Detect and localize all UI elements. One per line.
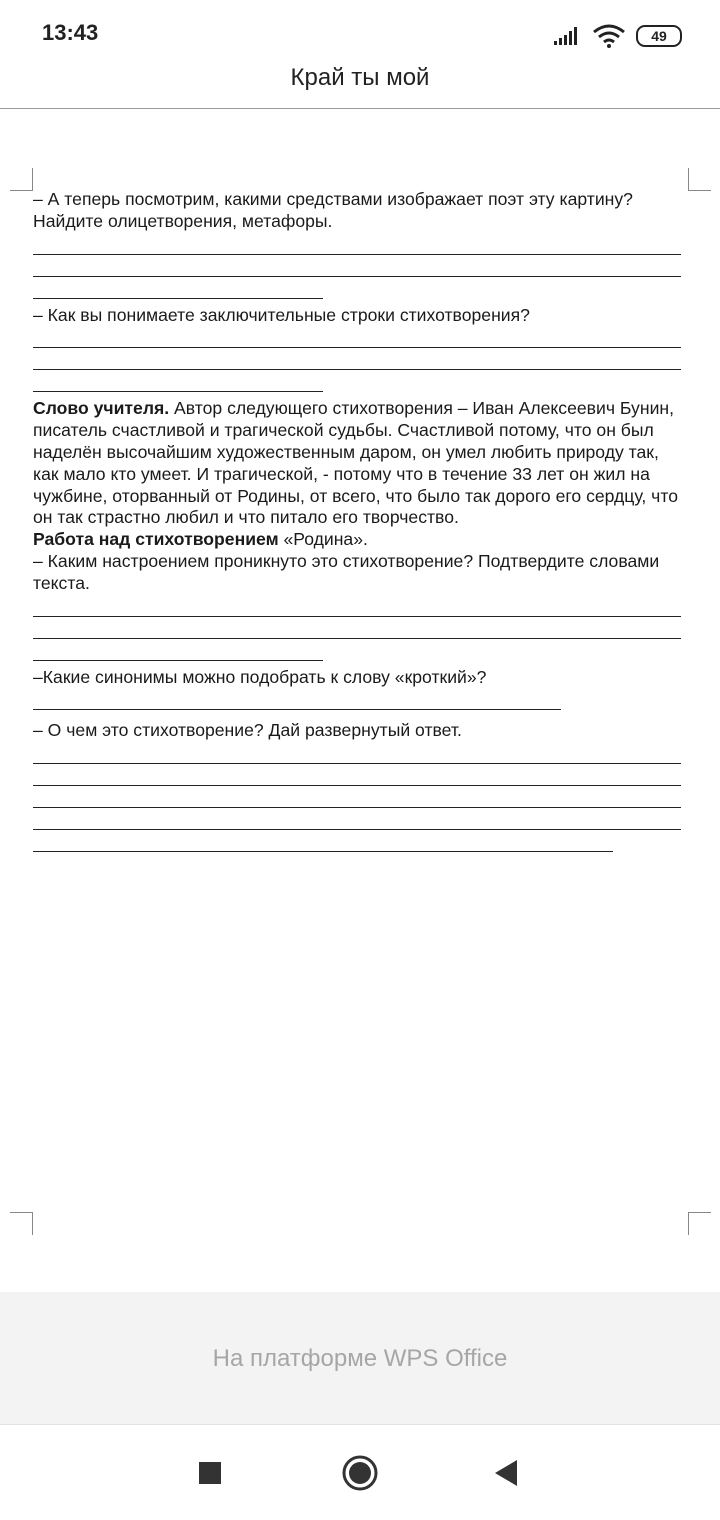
work-title: «Родина». bbox=[278, 529, 368, 550]
home-icon bbox=[341, 1454, 379, 1492]
document-title: Край ты мой bbox=[290, 64, 430, 91]
home-button[interactable] bbox=[340, 1453, 380, 1493]
platform-text: На платформе WPS Office bbox=[212, 1345, 508, 1372]
answer-line bbox=[33, 785, 681, 786]
answer-line bbox=[33, 347, 681, 348]
answer-line bbox=[33, 763, 681, 764]
answer-line bbox=[33, 276, 681, 277]
title-bar bbox=[0, 56, 720, 109]
answer-line bbox=[33, 851, 613, 852]
navigation-bar bbox=[0, 1424, 720, 1520]
page-corner-mark bbox=[688, 168, 711, 191]
teacher-paragraph bbox=[33, 398, 689, 529]
answer-line bbox=[33, 369, 681, 370]
teacher-label: Слово учителя. bbox=[33, 398, 170, 419]
page-corner-mark bbox=[10, 168, 33, 191]
question-5: – О чем это стихотворение? Дай развернутый ответ. bbox=[33, 720, 462, 741]
question-2: – Как вы понимаете заключительные строки стихотворения? bbox=[33, 304, 530, 325]
recents-icon bbox=[198, 1461, 222, 1485]
answer-line bbox=[33, 254, 681, 255]
work-label: Работа над стихотворением bbox=[33, 529, 279, 550]
question-1: – А теперь посмотрим, какими средствами изображает поэт эту картину? Найдите олицетворения, метафоры. bbox=[33, 189, 633, 231]
wifi-icon bbox=[592, 24, 626, 48]
answer-line bbox=[33, 829, 681, 830]
back-icon bbox=[493, 1459, 519, 1487]
page-corner-mark bbox=[10, 1212, 33, 1235]
teacher-text: Автор следующего стихотворения – Иван Алексеевич Бунин, писатель счастливой и трагической судьбы. Счастливой потому, что он был наделён высочайшим художественным даром, он умел любить природу так, как мало кто умеет. И трагической, - потому что в течение 33 лет он жил на чужбине, оторванный от Родины, от всего, что было так дорого его сердцу, что он так страстно любил и что питало его творчество. bbox=[33, 398, 678, 528]
platform-footer bbox=[0, 1292, 720, 1424]
question-3: – Каким настроением проникнуто это стихотворение? Подтвердите словами текста. bbox=[33, 550, 660, 593]
status-bar bbox=[0, 0, 720, 64]
question-4: –Какие синонимы можно подобрать к слову «кроткий»? bbox=[33, 666, 487, 687]
page-corner-mark bbox=[688, 1212, 711, 1235]
back-button[interactable] bbox=[486, 1453, 526, 1493]
status-icons bbox=[554, 24, 682, 48]
battery-icon: 49 bbox=[636, 25, 682, 47]
document-content bbox=[33, 189, 689, 852]
status-time: 13:43 bbox=[42, 20, 99, 45]
signal-icon bbox=[554, 27, 582, 45]
answer-line bbox=[33, 807, 681, 808]
work-heading bbox=[33, 529, 689, 551]
answer-line bbox=[33, 616, 681, 617]
document-page[interactable] bbox=[0, 110, 720, 1290]
recents-button[interactable] bbox=[190, 1453, 230, 1493]
answer-line bbox=[33, 638, 681, 639]
